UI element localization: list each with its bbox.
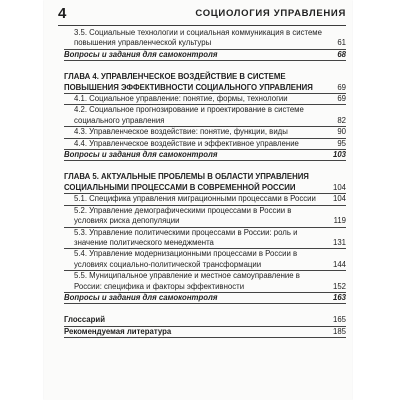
toc-item-page: 119 — [333, 216, 346, 226]
toc-item[interactable] — [64, 249, 346, 271]
toc-item-page: 103 — [332, 150, 346, 160]
toc-item-label: 5.1. Специфика управления миграционными процессами в России — [74, 194, 316, 204]
toc-item-page: 95 — [337, 138, 346, 148]
toc-item-page: 69 — [337, 94, 346, 104]
running-title: СОЦИОЛОГИЯ УПРАВЛЕНИЯ — [195, 8, 346, 19]
toc-item-self-check[interactable] — [64, 50, 346, 61]
toc-item-label: 5.4. Управление модернизационными процессами в России в условиях социально-политической трансформации — [74, 249, 298, 269]
page-margin — [0, 0, 44, 400]
book-page — [44, 0, 352, 400]
toc-item[interactable] — [64, 194, 346, 205]
toc-item-label: 4.2. Социальное прогнозирование и проектирование в системе социального управления — [74, 105, 304, 125]
toc-item-self-check[interactable] — [64, 293, 346, 304]
toc-item-label: Рекомендуемая литература — [64, 326, 172, 336]
toc-item-label: Вопросы и задания для самоконтроля — [64, 49, 218, 59]
toc-item-page: 163 — [332, 292, 346, 302]
toc-item[interactable] — [64, 139, 346, 150]
toc-item-page: 68 — [337, 49, 346, 59]
toc-item[interactable] — [64, 127, 346, 138]
chapter-heading-5[interactable] — [64, 172, 346, 194]
table-of-contents — [64, 28, 346, 338]
page-number: 4 — [58, 5, 67, 22]
toc-item-page: 185 — [332, 326, 346, 336]
chapter-page: 104 — [332, 182, 346, 192]
toc-item-page: 104 — [332, 194, 346, 204]
chapter-title: ГЛАВА 5. АКТУАЛЬНЫЕ ПРОБЛЕМЫ В ОБЛАСТИ УПРАВЛЕНИЯ СОЦИАЛЬНЫМИ ПРОЦЕССАМИ В СОВРЕМЕННОЙ РОССИИ — [64, 172, 309, 192]
toc-item[interactable] — [64, 206, 346, 228]
chapter-page: 69 — [337, 82, 346, 92]
toc-item-page: 152 — [332, 281, 346, 291]
toc-item-label: Глоссарий — [64, 315, 105, 325]
chapter-heading-4[interactable] — [64, 72, 346, 94]
toc-item-label: 5.2. Управление демографическими процессами в России в условиях риска депопуляции — [74, 205, 292, 226]
toc-item[interactable] — [64, 94, 346, 105]
toc-item-label: 4.4. Управленческое воздействие и эффективное управление — [74, 138, 299, 148]
page-header — [58, 3, 346, 26]
toc-item-label: 4.1. Социальное управление: понятие, формы, технологии — [74, 94, 288, 104]
toc-item-label: 5.3. Управление политическими процессами в России: роль и значение политического менеджмента — [74, 227, 298, 247]
toc-item-page: 144 — [332, 259, 346, 269]
toc-item-label: 5.5. Муниципальное управление и местное самоуправление в России: специфика и факторы эффективности — [74, 271, 300, 291]
toc-item-page: 131 — [332, 237, 346, 247]
toc-item-self-check[interactable] — [64, 150, 346, 161]
toc-item-literature[interactable] — [64, 327, 346, 338]
chapter-title: ГЛАВА 4. УПРАВЛЕНЧЕСКОЕ ВОЗДЕЙСТВИЕ В СИСТЕМЕ ПОВЫШЕНИЯ ЭФФЕКТИВНОСТИ СОЦИАЛЬНОГО УПРАВЛЕНИЯ — [64, 72, 313, 92]
toc-item-label: Вопросы и задания для самоконтроля — [64, 150, 218, 160]
toc-item-label: 4.3. Управленческое воздействие: понятие, функции, виды — [74, 127, 288, 137]
toc-item-page: 82 — [337, 115, 346, 125]
toc-item[interactable] — [64, 105, 346, 127]
toc-item[interactable] — [64, 271, 346, 293]
toc-item-label: 3.5. Социальные технологии и социальная коммуникация в системе повышения управленческой культуры — [74, 28, 322, 48]
toc-item[interactable] — [64, 228, 346, 250]
toc-item[interactable] — [64, 28, 346, 50]
toc-item-page: 61 — [337, 38, 346, 48]
toc-item-page: 165 — [332, 315, 346, 325]
toc-item-glossary[interactable] — [64, 315, 346, 326]
toc-item-label: Вопросы и задания для самоконтроля — [64, 292, 218, 302]
toc-item-page: 90 — [337, 127, 346, 137]
